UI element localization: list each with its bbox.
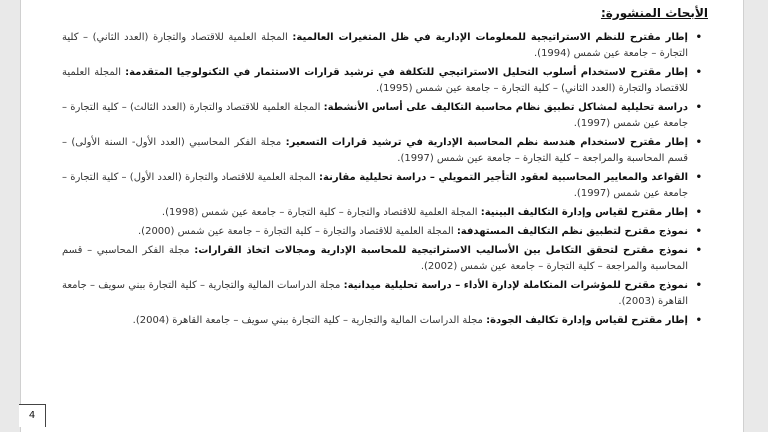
list-item xyxy=(62,313,702,329)
publication-source: مجلة الفكر المحاسبي – قسم المحاسبة والمراجعة – كلية التجارة – جامعة عين شمس (2002). xyxy=(62,245,688,272)
list-item xyxy=(62,135,702,167)
list-item xyxy=(62,100,702,132)
publication-title: إطار مقترح لاستخدام هندسة نظم المحاسبة الإدارية في ترشيد قرارات التسعير: xyxy=(285,137,688,148)
publication-title: إطار مقترح لقياس وإدارة تكاليف الجودة: xyxy=(486,315,688,326)
bullet-icon: • xyxy=(695,245,702,256)
publication-source: مجلة الدراسات المالية والتجارية – كلية التجارة ببني سويف – جامعة القاهرة (2003). xyxy=(62,280,688,307)
publication-source: المجلة العلمية للاقتصاد والتجارة (العدد الثالث) – كلية التجارة – جامعة عين شمس (1997). xyxy=(62,102,688,129)
bullet-icon: • xyxy=(695,315,702,326)
publication-source: مجلة الفكر المحاسبي (العدد الأول- السنة الأولى) – قسم المحاسبة والمراجعة – كلية التجارة – جامعة عين شمس (1997). xyxy=(62,137,688,164)
bullet-icon: • xyxy=(695,32,702,43)
publication-title: نموذج مقترح لتحقق التكامل بين الأساليب الاستراتيجية للمحاسبة الإدارية ومجالات اتخاذ القرارات: xyxy=(194,245,688,256)
publication-title: نموذج مقترح للمؤشرات المتكاملة لإدارة الأداء – دراسة تحليلية ميدانية: xyxy=(343,280,688,291)
publication-source: المجلة العلمية للاقتصاد والتجارة (العدد الثاني) – كلية التجارة – جامعة عين شمس (1994). xyxy=(62,32,688,59)
publication-title: إطار مقترح للنظم الاستراتيجية للمعلومات الإدارية في ظل المتغيرات العالمية: xyxy=(292,32,688,43)
bullet-icon: • xyxy=(695,67,702,78)
publications-list xyxy=(62,30,702,332)
list-item xyxy=(62,205,702,221)
bullet-icon: • xyxy=(695,280,702,291)
publication-title: إطار مقترح لقياس وإدارة التكاليف البينية: xyxy=(480,207,688,218)
bullet-icon: • xyxy=(695,172,702,183)
bullet-icon: • xyxy=(695,226,702,237)
bullet-icon: • xyxy=(695,102,702,113)
publication-source: المجلة العلمية للاقتصاد والتجارة (العدد الأول) – كلية التجارة – جامعة عين شمس (1997). xyxy=(62,172,688,199)
publication-source: المجلة العلمية للاقتصاد والتجارة – كلية التجارة – جامعة عين شمس (1998). xyxy=(161,207,478,218)
publication-source: مجلة الدراسات المالية والتجارية – كلية التجارة ببني سويف – جامعة القاهرة (2004). xyxy=(132,315,483,326)
page-heading: الأبحاث المنشورة: xyxy=(600,6,708,20)
publication-title: دراسة تحليلية لمشاكل تطبيق نظام محاسبة التكاليف على أساس الأنشطة: xyxy=(323,102,688,113)
list-item xyxy=(62,65,702,97)
publication-title: إطار مقترح لاستخدام أسلوب التحليل الاستراتيجي للتكلفة في ترشيد قرارات الاستثمار في التكنولوجيا المتقدمة: xyxy=(125,67,688,78)
publication-source: المجلة العلمية للاقتصاد والتجارة (العدد الثاني) – كلية التجارة – جامعة عين شمس (1995). xyxy=(62,67,688,94)
list-item xyxy=(62,30,702,62)
publication-source: المجلة العلمية للاقتصاد والتجارة – كلية التجارة – جامعة عين شمس (2000). xyxy=(137,226,454,237)
list-item xyxy=(62,243,702,275)
bullet-icon: • xyxy=(695,207,702,218)
page-number: 4 xyxy=(19,404,46,427)
left-margin-strip xyxy=(0,0,21,432)
list-item xyxy=(62,278,702,310)
right-margin-strip xyxy=(743,0,768,432)
list-item xyxy=(62,224,702,240)
publication-title: نموذج مقترح لتطبيق نظم التكاليف المستهدفة: xyxy=(456,226,688,237)
publication-title: القواعد والمعايير المحاسبية لعقود التأجير التمويلي – دراسة تحليلية مقارنة: xyxy=(319,172,689,183)
list-item xyxy=(62,170,702,202)
bullet-icon: • xyxy=(695,137,702,148)
